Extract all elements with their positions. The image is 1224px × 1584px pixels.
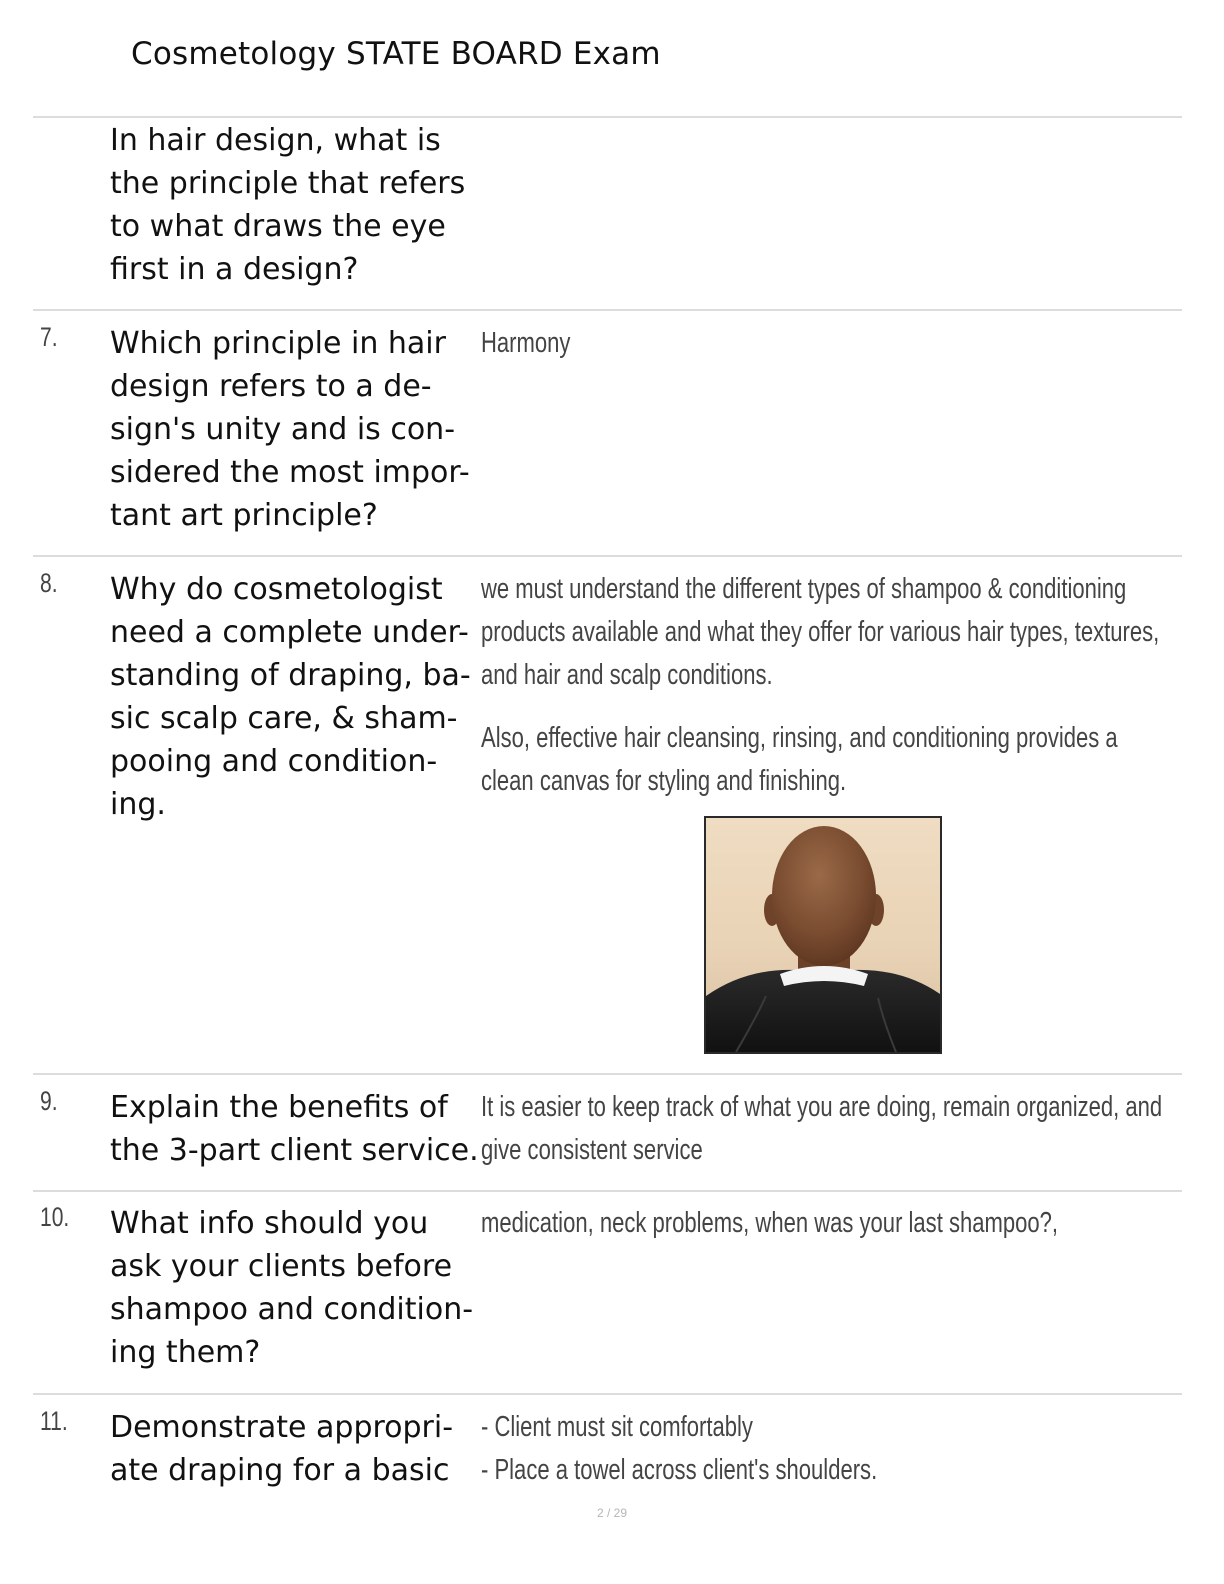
answer-text — [481, 322, 570, 365]
question-text — [110, 119, 480, 291]
question-line: need a complete under- — [110, 615, 469, 650]
client-draping-photo — [704, 816, 942, 1054]
answer-text — [481, 568, 1159, 803]
answer-line: medication, neck problems, when was your last shampoo?, — [481, 1207, 1059, 1239]
document-title: Cosmetology STATE BOARD Exam — [131, 36, 661, 72]
question-line: ing. — [110, 787, 166, 822]
question-line: In hair design, what is — [110, 123, 441, 158]
question-number: 11. — [40, 1406, 68, 1436]
question-line: sic scalp care, & sham- — [110, 701, 458, 736]
answer-line: and hair and scalp conditions. — [481, 659, 773, 691]
page-number: 2 / 29 — [596, 1506, 628, 1520]
client-back-of-head-image — [706, 818, 940, 1052]
divider — [33, 555, 1182, 557]
answer-line: clean canvas for styling and finishing. — [481, 765, 847, 797]
answer-line: we must understand the different types of shampoo & conditioning — [481, 573, 1127, 605]
answer-line: Also, effective hair cleansing, rinsing, and conditioning provides a — [481, 722, 1118, 754]
divider — [33, 309, 1182, 311]
question-line: tant art principle? — [110, 498, 378, 533]
answer-text — [481, 1086, 1162, 1172]
question-line: first in a design? — [110, 252, 359, 287]
divider — [33, 1393, 1182, 1395]
answer-text — [481, 1406, 877, 1492]
answer-line: give consistent service — [481, 1134, 703, 1166]
question-text — [110, 1202, 480, 1374]
divider — [33, 1073, 1182, 1075]
question-line: Demonstrate appropri- — [110, 1410, 454, 1445]
question-number: 8. — [40, 568, 58, 598]
divider — [33, 1190, 1182, 1192]
question-line: ask your clients before — [110, 1249, 453, 1284]
question-line: the 3-part client service. — [110, 1133, 479, 1168]
question-line: Explain the benefits of — [110, 1090, 448, 1125]
question-text — [110, 1086, 480, 1172]
question-line: to what draws the eye — [110, 209, 446, 244]
question-line: sign's unity and is con- — [110, 412, 456, 447]
question-number: 7. — [40, 322, 58, 352]
question-number: 10. — [40, 1202, 70, 1232]
question-line: What info should you — [110, 1206, 429, 1241]
question-line: Why do cosmetologist — [110, 572, 443, 607]
question-line: sidered the most impor- — [110, 455, 470, 490]
answer-line: Harmony — [481, 327, 571, 359]
question-line: the principle that refers — [110, 166, 466, 201]
question-line: shampoo and condition- — [110, 1292, 474, 1327]
answer-text — [481, 1202, 1058, 1245]
answer-line: - Place a towel across client's shoulders. — [481, 1454, 878, 1486]
answer-line: It is easier to keep track of what you are doing, remain organized, and — [481, 1091, 1163, 1123]
question-line: pooing and condition- — [110, 744, 438, 779]
question-text — [110, 322, 480, 537]
question-text — [110, 568, 480, 826]
question-line: standing of draping, ba- — [110, 658, 471, 693]
question-line: ate draping for a basic — [110, 1453, 450, 1488]
question-text — [110, 1406, 480, 1492]
paragraph-gap — [481, 697, 1159, 717]
answer-line: products available and what they offer for various hair types, textures, — [481, 616, 1160, 648]
question-line: ing them? — [110, 1335, 261, 1370]
divider — [33, 116, 1182, 118]
answer-line: - Client must sit comfortably — [481, 1411, 753, 1443]
question-line: Which principle in hair — [110, 326, 446, 361]
question-number: 9. — [40, 1086, 58, 1116]
question-line: design refers to a de- — [110, 369, 432, 404]
